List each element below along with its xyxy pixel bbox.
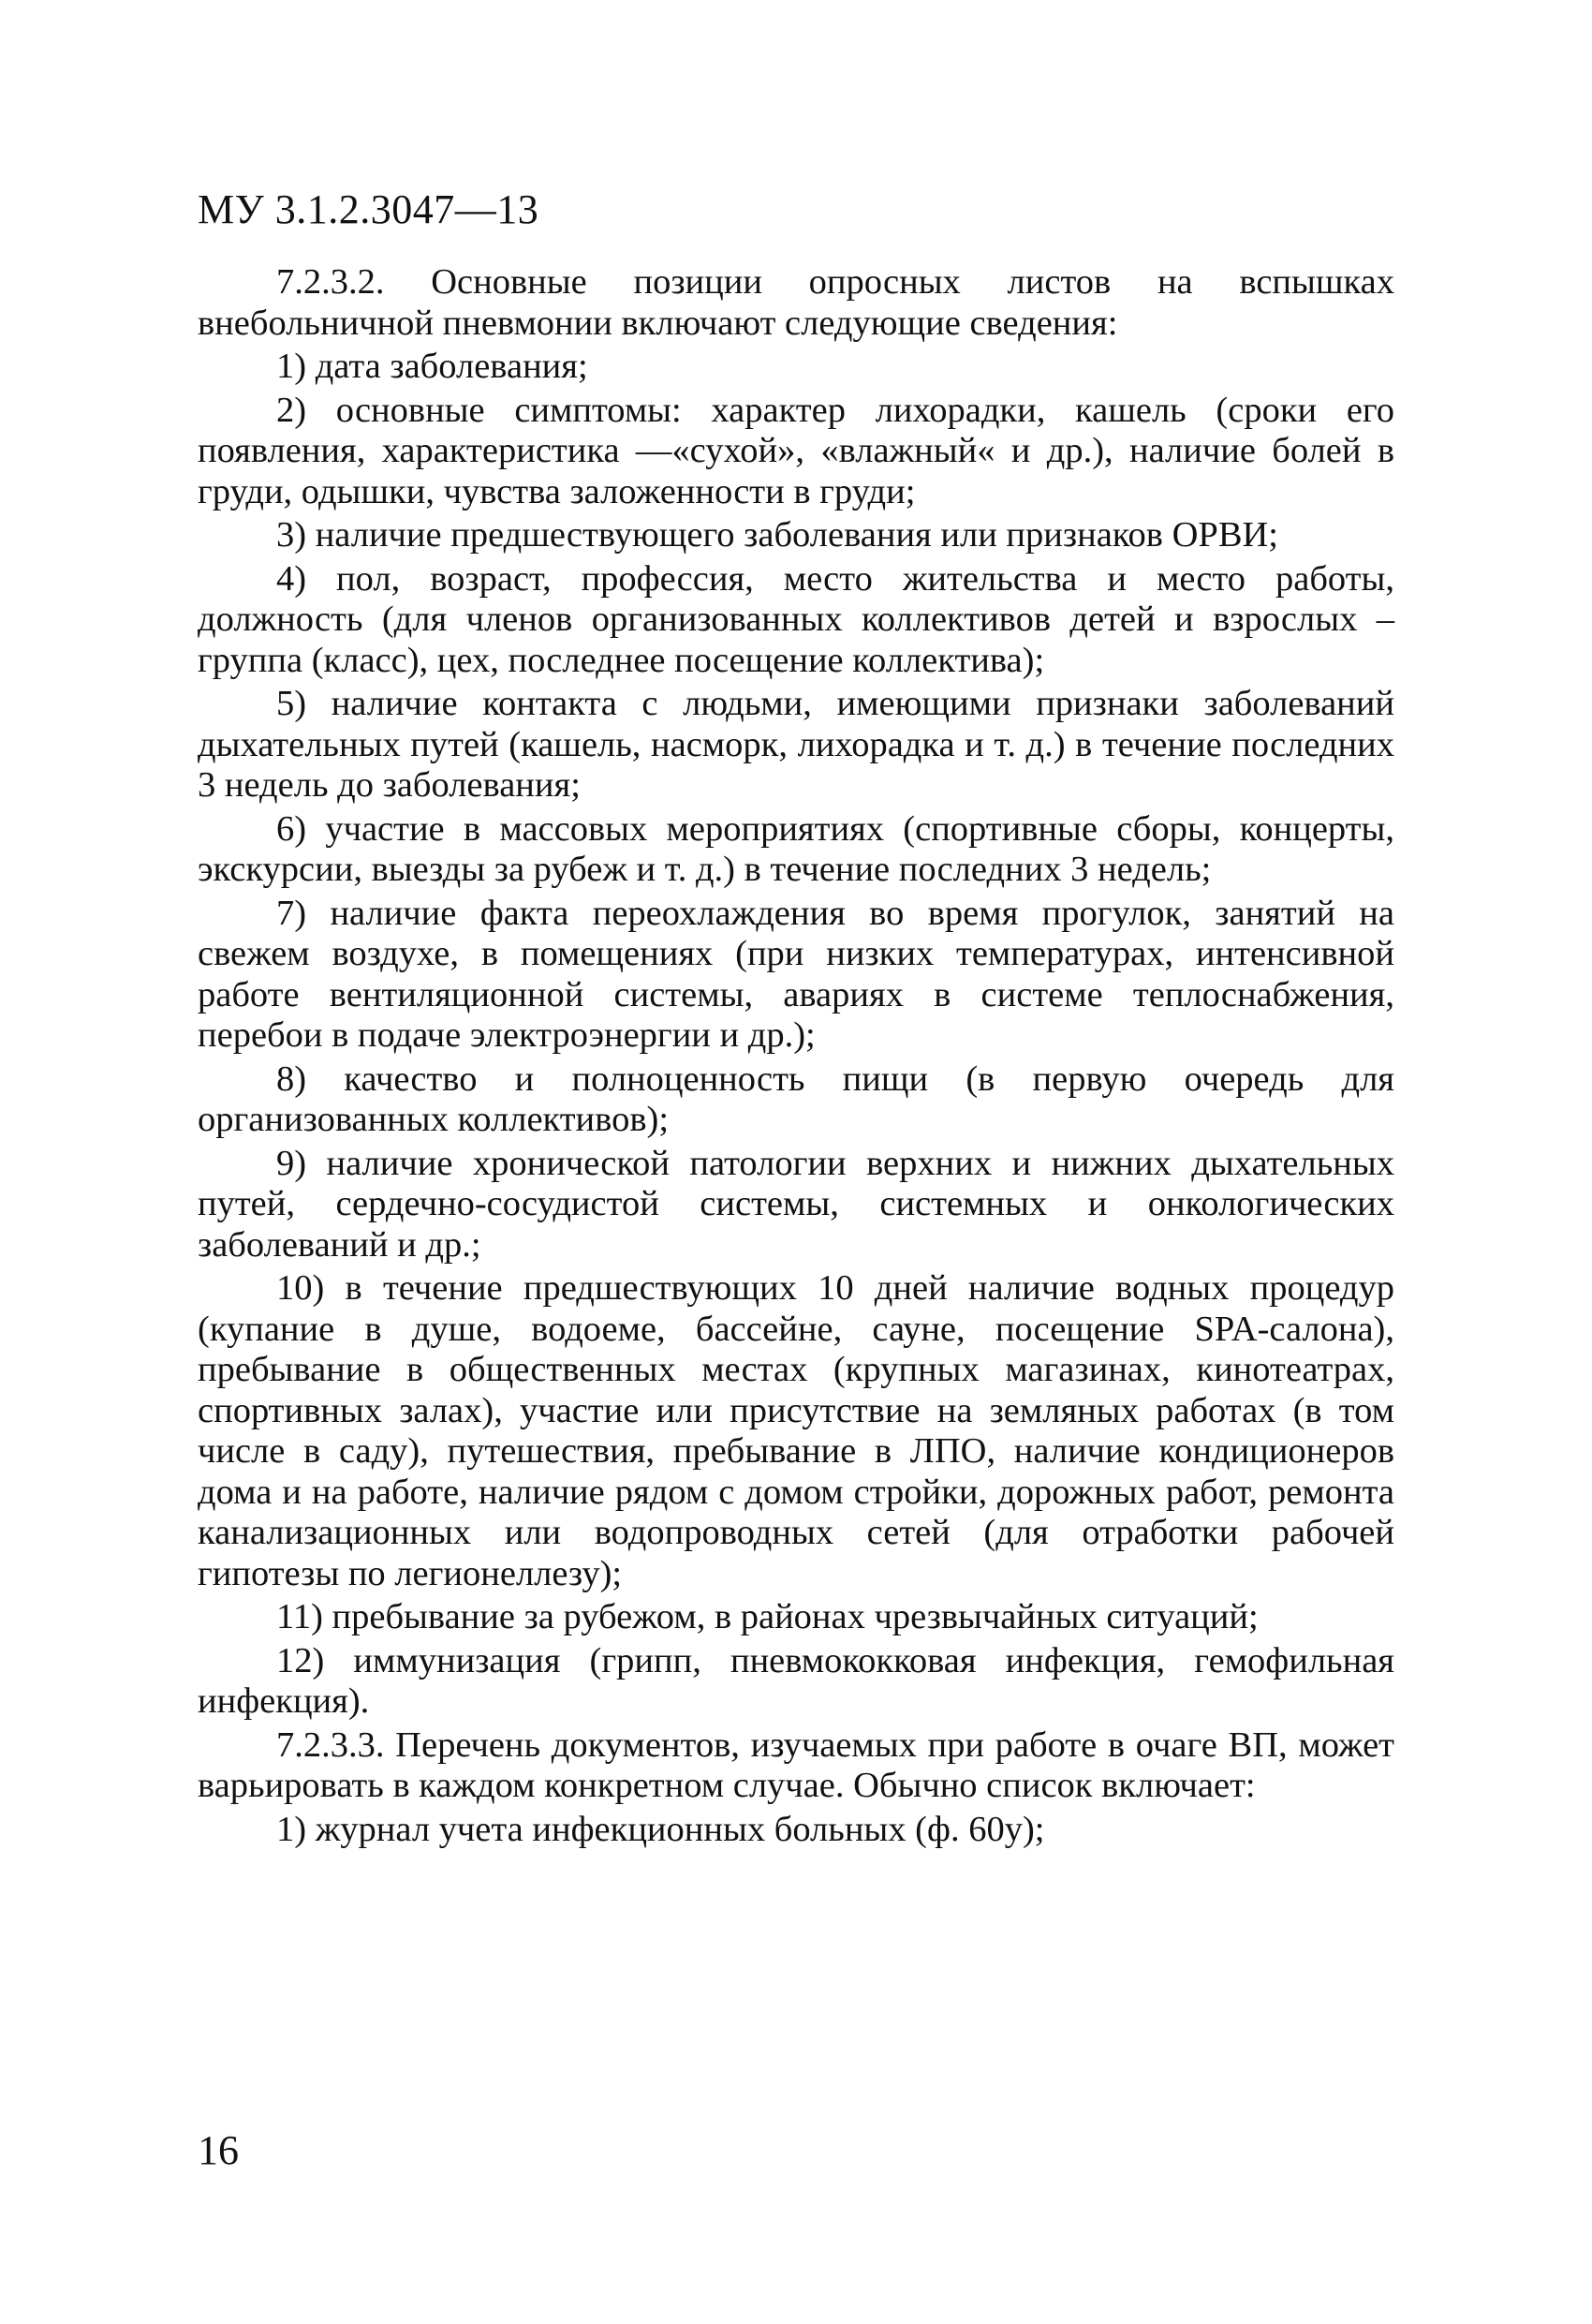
list-item-9: 9) наличие хронической патологии верхних и нижних дыхательных путей, сердечно-сосудистой системы, системных и онкологических заболеваний и др.; xyxy=(198,1143,1394,1265)
list-item-11: 11) пребывание за рубежом, в районах чрезвычайных ситуаций; xyxy=(276,1597,1259,1636)
list-item-10: 10) в течение предшествующих 10 дней наличие водных процедур (купание в душе, водоеме, бассейне, сауне, посещение SPA-салона), пребывание в общественных местах (крупных магазинах, кинотеатрах, спортивных залах), участие или присутствие на земляных работах (в том числе в саду), путешествия, пребывание в ЛПО, наличие кондиционеров дома и на работе, наличие рядом с домом стройки, дорожных работ, ремонта канализационных или водопроводных сетей (для отработки рабочей гипотезы по легионеллезу); xyxy=(198,1268,1394,1593)
list-item-5: 5) наличие контакта с людьми, имеющими признаки заболеваний дыхательных путей (кашель, насморк, лихорадка и т. д.) в течение последних 3 недель до заболевания; xyxy=(198,684,1394,805)
paragraph-7-2-3-3: 7.2.3.3. Перечень документов, изучаемых при работе в очаге ВП, может варьировать в каждом конкретном случае. Обычно список включает: xyxy=(198,1724,1394,1805)
list-item-4: 4) пол, возраст, профессия, место жительства и место работы, должность (для членов организованных коллективов детей и взрослых – группа (класс), цех, последнее посещение коллектива); xyxy=(198,558,1394,680)
document-code: МУ 3.1.2.3047—13 xyxy=(198,186,539,232)
list-item-12: 12) иммунизация (грипп, пневмококковая инфекция, гемофильная инфекция). xyxy=(198,1640,1394,1721)
paragraph-7-2-3-2: 7.2.3.2. Основные позиции опросных листов на вспышках внебольничной пневмонии включают следующие сведения: xyxy=(198,262,1394,343)
list-item-6: 6) участие в массовых мероприятиях (спортивные сборы, концерты, экскурсии, выезды за рубеж и т. д.) в течение последних 3 недель; xyxy=(198,808,1394,889)
document-body xyxy=(198,262,1394,1850)
list-item-3: 3) наличие предшествующего заболевания или признаков ОРВИ; xyxy=(276,515,1278,555)
list-item-1: 1) дата заболевания; xyxy=(276,347,588,386)
list-item-2: 2) основные симптомы: характер лихорадки, кашель (сроки его появления, характеристика —«сухой», «влажный« и др.), наличие болей в груди, одышки, чувства заложенности в груди; xyxy=(198,390,1394,511)
list-item-8: 8) качество и полноценность пищи (в первую очередь для организованных коллективов); xyxy=(198,1058,1394,1139)
document-list-item-1: 1) журнал учета инфекционных больных (ф. 60у); xyxy=(276,1809,1045,1849)
list-item-7: 7) наличие факта переохлаждения во время прогулок, занятий на свежем воздухе, в помещениях (при низких температурах, интенсивной работе вентиляционной системы, авариях в системе теплоснабжения, перебои в подаче электроэнергии и др.); xyxy=(198,893,1394,1055)
page-number: 16 xyxy=(198,2127,239,2173)
